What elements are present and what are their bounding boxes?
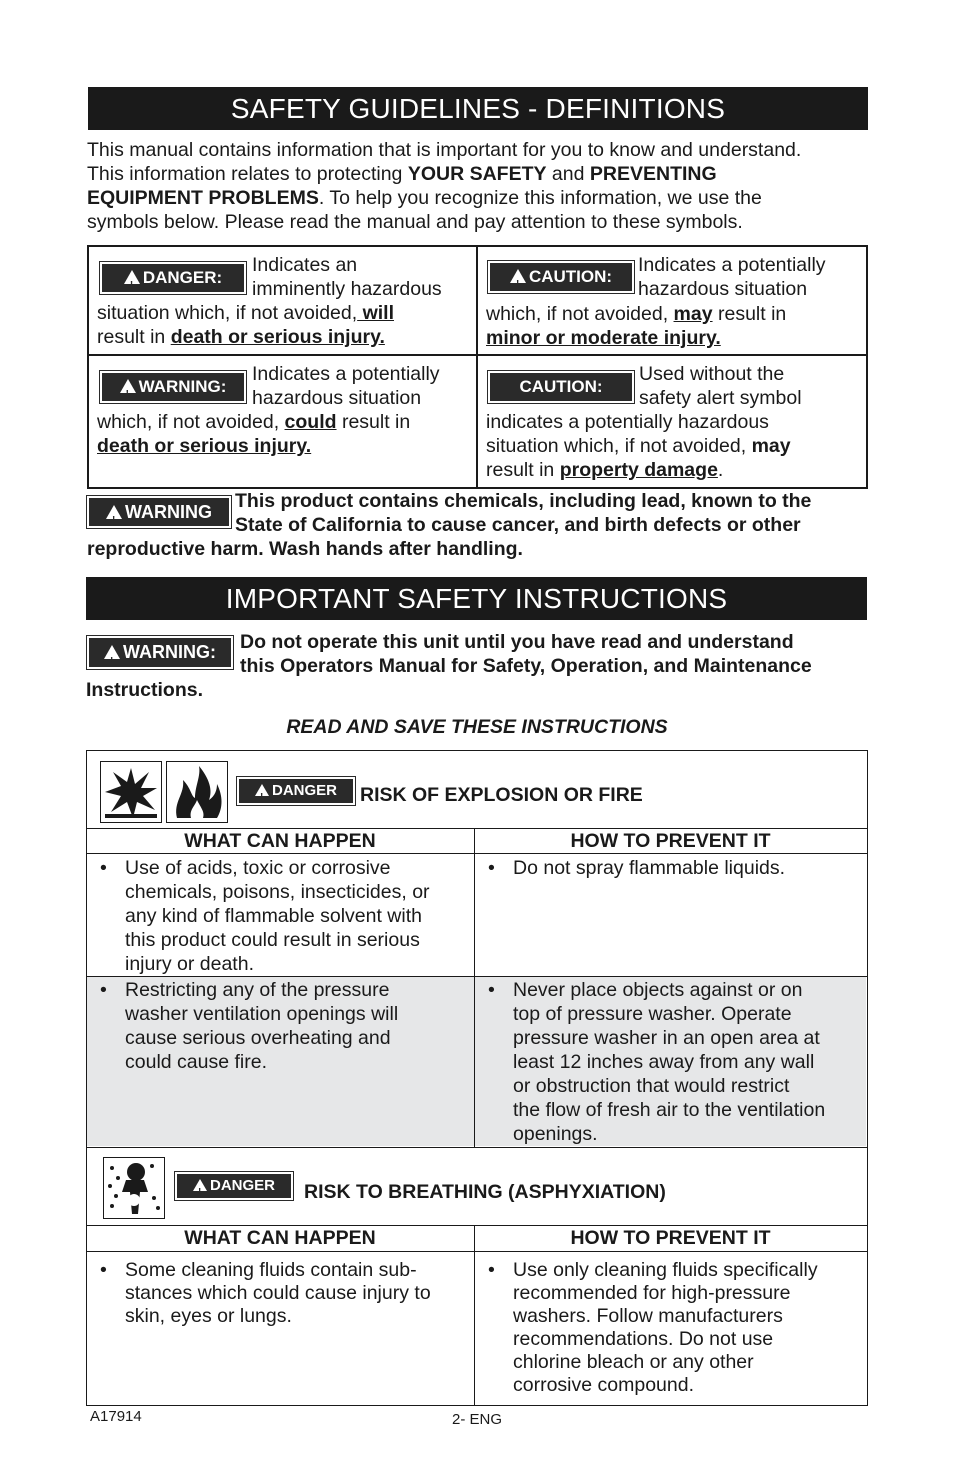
danger-line-1: Indicates an (252, 254, 358, 276)
text: situation which, if not avoided, (97, 302, 358, 324)
risk2-danger-signal (175, 1172, 293, 1200)
text-line: washer ventilation openings will (125, 1003, 399, 1025)
row-divider (86, 828, 867, 829)
caution2-line-3: indicates a potentially hazardous (486, 411, 769, 433)
section-title-instructions (86, 577, 867, 620)
bullet: • (488, 979, 495, 1001)
text-line: least 12 inches away from any wall (513, 1051, 815, 1073)
prop65-line-3: reproductive harm. Wash hands after handling. (87, 538, 523, 560)
intro-text: . To help you recognize this information, we use the (318, 187, 762, 209)
intro-bold: YOUR SAFETY (407, 163, 547, 185)
text: result in (97, 326, 171, 348)
operate-warning-line-1: Do not operate this unit until you have read and understand (240, 631, 794, 653)
asphyxiation-icon (103, 1157, 165, 1219)
bullet-text (125, 856, 430, 976)
text-line: recommendations. Do not use (513, 1328, 774, 1350)
text-line: top of pressure washer. Operate (513, 1003, 792, 1025)
text-line: the flow of fresh air to the ventilation (513, 1099, 826, 1121)
caution-definition (486, 253, 861, 353)
operate-warning-line-2: this Operators Manual for Safety, Operation, and Maintenance (240, 655, 812, 677)
warning-line-1: Indicates a potentially (252, 363, 440, 385)
text: result in (712, 303, 787, 325)
text-line: skin, eyes or lungs. (125, 1305, 292, 1327)
col-how-to-prevent: HOW TO PREVENT IT (570, 830, 771, 852)
bullet-text (125, 978, 398, 1074)
operate-warning-signal (87, 636, 233, 669)
text-line: chlorine bleach or any other (513, 1351, 754, 1373)
intro-line-4: symbols below. Please read the manual and pay attention to these symbols. (87, 211, 743, 233)
row-divider (86, 1225, 867, 1226)
text-line: openings. (513, 1123, 598, 1145)
row-divider (86, 976, 867, 977)
fire-icon (166, 761, 228, 823)
safety-alert-icon (106, 505, 122, 519)
intro-bold: EQUIPMENT PROBLEMS (87, 187, 319, 209)
intro-line-1: This manual contains information that is important for you to know and understand. (87, 139, 802, 161)
table-divider (87, 354, 868, 356)
warning-signal-word (100, 371, 246, 403)
risk2-title: RISK TO BREATHING (ASPHYXIATION) (304, 1181, 666, 1203)
caution2-line-2: safety alert symbol (639, 387, 802, 409)
emphasis: will (357, 302, 394, 324)
bullet: • (100, 857, 107, 879)
col-what-can-happen: WHAT CAN HAPPEN (184, 830, 376, 852)
text-line: Use of acids, toxic or corrosive (125, 857, 391, 879)
prop65-warning-signal (87, 496, 231, 528)
signal-label: WARNING (125, 502, 212, 522)
emphasis: could (284, 411, 337, 433)
text-line: chemicals, poisons, insecticides, or (125, 881, 430, 903)
caution-signal-word (488, 371, 634, 403)
warning-line-2: hazardous situation (252, 387, 422, 409)
section-title-text: IMPORTANT SAFETY INSTRUCTIONS (225, 583, 728, 614)
intro-line-3 (87, 186, 877, 210)
col-divider (474, 1225, 475, 1405)
danger-line-2: imminently hazardous (252, 278, 442, 300)
text-line: recommended for high-pressure (513, 1282, 791, 1304)
bullet-text (513, 856, 785, 880)
danger-line-4 (97, 325, 385, 349)
signal-label: CAUTION: (528, 267, 613, 286)
safety-alert-icon (104, 645, 120, 659)
safety-alert-icon (255, 784, 269, 796)
signal-label: CAUTION: (519, 377, 603, 396)
warning-line-3 (97, 410, 410, 434)
caution-line-3 (486, 302, 786, 326)
signal-label: WARNING: (138, 377, 227, 396)
prop65-line-2: State of California to cause cancer, and birth defects or other (235, 514, 801, 536)
text-line: injury or death. (125, 953, 254, 975)
safety-alert-icon (193, 1179, 207, 1191)
danger-line-3 (97, 301, 394, 325)
text-line: any kind of flammable solvent with (125, 905, 422, 927)
signal-label: DANGER (271, 782, 337, 799)
safety-alert-icon (510, 269, 526, 283)
bullet: • (100, 1259, 107, 1281)
bullet-text (513, 1259, 818, 1397)
text: . (717, 459, 724, 481)
intro-text: and (546, 163, 590, 185)
risk1-danger-signal (237, 777, 355, 805)
signal-label: DANGER (209, 1177, 275, 1194)
warning-definition (97, 362, 472, 482)
caution-signal-word (488, 261, 634, 293)
text-line: or obstruction that would restrict (513, 1075, 790, 1097)
text-line: Some cleaning fluids contain sub- (125, 1259, 417, 1281)
caution2-line-5 (486, 458, 723, 482)
text-line: stances which could cause injury to (125, 1282, 431, 1304)
intro-bold: PREVENTING (589, 163, 717, 185)
text: which, if not avoided, (486, 303, 674, 325)
safety-alert-icon (124, 270, 140, 284)
table-divider (476, 245, 478, 488)
caution-line-1: Indicates a potentially (638, 254, 826, 276)
danger-definition (97, 253, 472, 353)
bullet-text (125, 1259, 431, 1328)
emphasis: may (751, 435, 791, 457)
text-line: could cause fire. (125, 1051, 267, 1073)
text-line: this product could result in serious (125, 929, 420, 951)
emphasis: may (673, 303, 713, 325)
intro-line-2 (87, 162, 877, 186)
col-what-can-happen: WHAT CAN HAPPEN (184, 1227, 376, 1249)
caution2-line-4 (486, 434, 791, 458)
text-line: corrosive compound. (513, 1374, 695, 1396)
text-line: Do not spray flammable liquids. (513, 857, 786, 879)
text-line: cause serious overheating and (125, 1027, 391, 1049)
text-line: washers. Follow manufacturers (513, 1305, 783, 1327)
bullet: • (488, 1259, 495, 1281)
row-divider (86, 1251, 867, 1252)
col-how-to-prevent: HOW TO PREVENT IT (570, 1227, 771, 1249)
safety-alert-icon (120, 379, 136, 393)
bullet: • (100, 979, 107, 1001)
text: result in (336, 411, 411, 433)
text: situation which, if not avoided, (486, 435, 752, 457)
risk1-title: RISK OF EXPLOSION OR FIRE (360, 784, 643, 806)
section-title-definitions (88, 87, 868, 130)
text: result in (486, 459, 560, 481)
intro-paragraph (87, 138, 877, 234)
caution-line-4: minor or moderate injury. (486, 327, 721, 349)
text-line: Use only cleaning fluids specifically (513, 1259, 818, 1281)
caution-no-symbol-definition (486, 362, 861, 484)
text: which, if not avoided, (97, 411, 285, 433)
row-divider (86, 1147, 867, 1148)
signal-label: WARNING: (123, 642, 216, 662)
document-code: A17914 (90, 1408, 142, 1425)
bullet: • (488, 857, 495, 879)
caution-line-2: hazardous situation (638, 278, 808, 300)
warning-line-4: death or serious injury. (97, 435, 312, 457)
bullet-text (513, 978, 825, 1146)
explosion-icon (100, 761, 162, 823)
page-number: 2- ENG (451, 1411, 502, 1428)
text-line: pressure washer in an open area at (513, 1027, 820, 1049)
caution2-line-1: Used without the (639, 363, 785, 385)
col-divider (474, 976, 475, 1147)
emphasis: property damage (559, 459, 718, 481)
section-title-text: SAFETY GUIDELINES - DEFINITIONS (230, 93, 726, 124)
row-divider (86, 853, 867, 854)
signal-label: DANGER: (142, 268, 223, 287)
prop65-line-1: This product contains chemicals, including lead, known to the (235, 490, 812, 512)
intro-text: This information relates to protecting (87, 163, 408, 185)
text-line: Never place objects against or on (513, 979, 803, 1001)
read-save-heading: READ AND SAVE THESE INSTRUCTIONS (286, 716, 668, 738)
operate-warning-line-3: Instructions. (86, 679, 204, 701)
emphasis: death or serious injury. (170, 326, 385, 348)
danger-signal-word (100, 262, 246, 294)
text-line: Restricting any of the pressure (125, 979, 390, 1001)
